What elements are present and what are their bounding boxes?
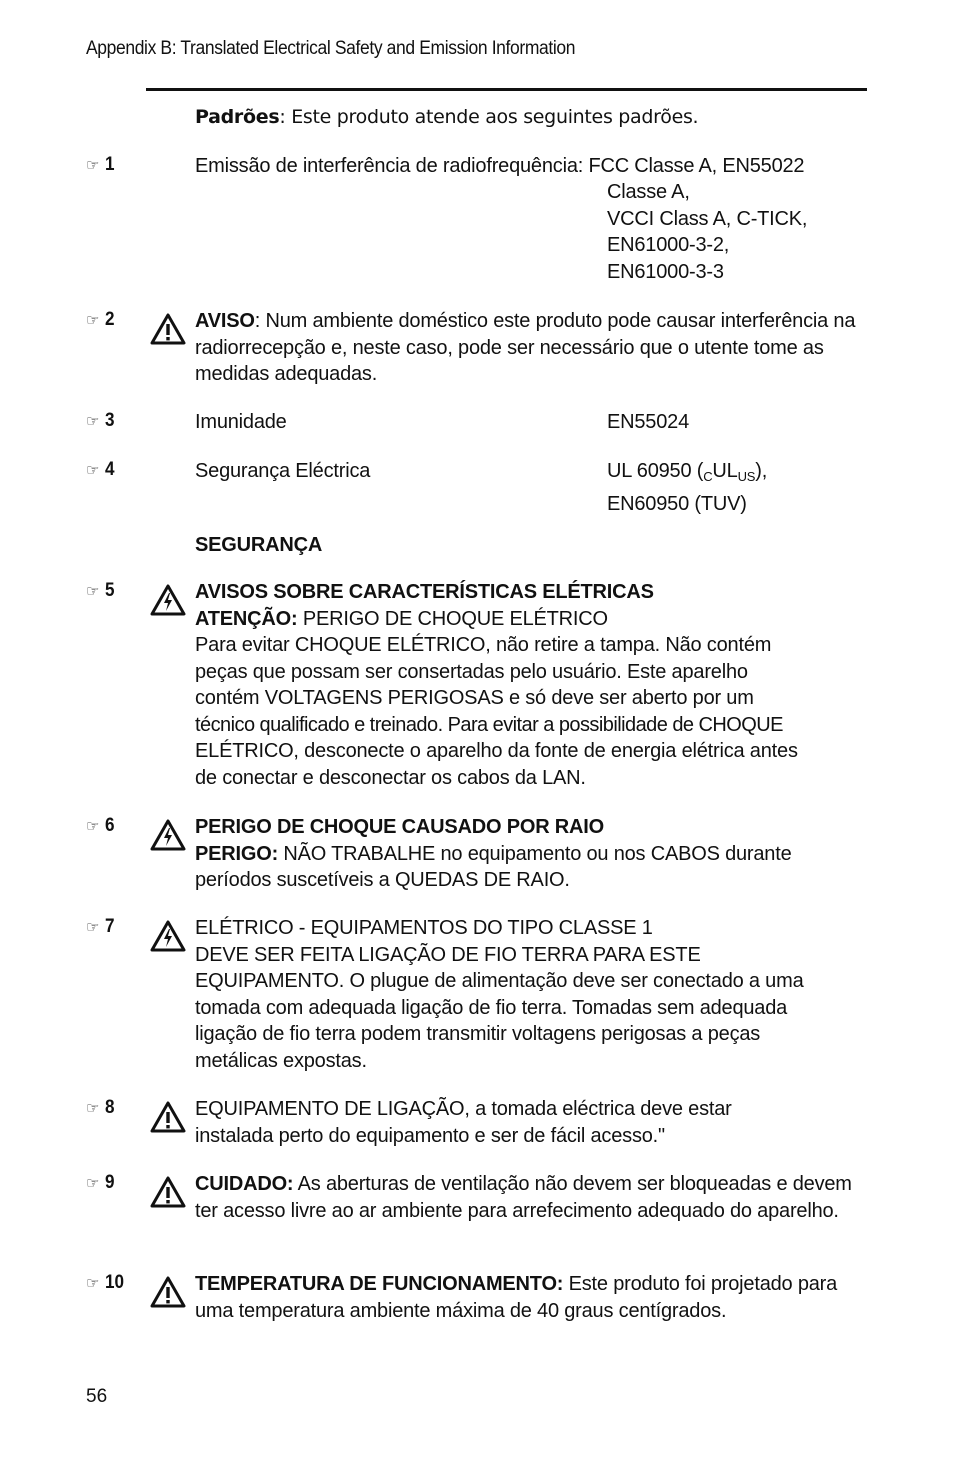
pointing-hand-icon: ☞: [86, 1099, 100, 1117]
pointing-hand-icon: ☞: [86, 156, 100, 174]
item-text: ELÉTRICO - EQUIPAMENTOS DO TIPO CLASSE 1 DEVE SER FEITA LIGAÇÃO DE FIO TERRA PARA ESTE EQUIPAMENTO. O plugue de alimentação deve ser conectado a uma tomada com adequada ligação de fio terra. Tomadas sem adequada ligação de fio terra podem transmitir voltagens perigosas a peças metálicas expostas.: [195, 917, 804, 1072]
electric-shock-icon: [150, 819, 186, 851]
warning-triangle-icon: [150, 1101, 186, 1133]
item-value: UL 60950 $(_CUL_{US})$, EN60950 (TUV): [607, 460, 768, 515]
intro: [195, 106, 698, 128]
electric-shock-icon: [150, 920, 186, 952]
item-text: EQUIPAMENTO DE LIGAÇÃO, a tomada eléctrica deve estar instalada perto do equipamento e ser de fácil acesso.": [195, 1098, 732, 1147]
warning-triangle-icon: [150, 1176, 186, 1208]
item-text: TEMPERATURA DE FUNCIONAMENTO: Este produto foi projetado para uma temperatura ambiente máxima de 40 graus centígrados.: [195, 1273, 838, 1322]
intro-text: : Este produto atende aos seguintes padrões.: [279, 106, 699, 128]
item-text: CUIDADO: As aberturas de ventilação não devem ser bloqueadas e devem ter acesso livre ao ar ambiente para arrefecimento adequado do aparelho.: [195, 1173, 852, 1222]
electric-shock-icon: [150, 584, 186, 616]
item-label: Segurança Eléctrica: [195, 460, 371, 482]
pointing-hand-icon: ☞: [86, 918, 100, 936]
warning-triangle-icon: [150, 1276, 186, 1308]
intro-label: Padrões: [195, 106, 280, 128]
page-number: 56: [86, 1386, 108, 1407]
page-header: Appendix B: Translated Electrical Safety and Emission Information: [86, 38, 576, 59]
pointing-hand-icon: ☞: [86, 817, 100, 835]
item-value: EN55024: [607, 411, 689, 433]
pointing-hand-icon: ☞: [86, 412, 100, 430]
warning-triangle-icon: [150, 313, 186, 345]
header-rule: [146, 88, 867, 91]
pointing-hand-icon: ☞: [86, 461, 100, 479]
item-text: AVISO: Num ambiente doméstico este produto pode causar interferência na radiorrecepção e, neste caso, pode ser necessário que o utente tome as medidas adequadas.: [195, 310, 856, 385]
pointing-hand-icon: ☞: [86, 311, 100, 329]
pointing-hand-icon: ☞: [86, 582, 100, 600]
item-value: Classe A, VCCI Class A, C-TICK, EN61000-3-2, EN61000-3-3: [607, 181, 808, 283]
item-text: AVISOS SOBRE CARACTERÍSTICAS ELÉTRICAS ATENÇÃO: PERIGO DE CHOQUE ELÉTRICO Para evitar CHOQUE ELÉTRICO, não retire a tampa. Não contém peças que possam ser consertadas pelo usuário. Este aparelho contém VOLTAGENS PERIGOSAS e só deve ser aberto por um técnico qualificado e treinado. Para evitar a possibilidade de CHOQUE ELÉTRICO, desconecte o aparelho da fonte de energia elétrica antes de conectar e desconectar os cabos da LAN.: [195, 581, 798, 789]
item-label: Imunidade: [195, 411, 287, 433]
pointing-hand-icon: ☞: [86, 1174, 100, 1192]
item-text: PERIGO DE CHOQUE CAUSADO POR RAIO PERIGO: NÃO TRABALHE no equipamento ou nos CABOS durante períodos suscetíveis a QUEDAS DE RAIO.: [195, 816, 792, 891]
pointing-hand-icon: ☞: [86, 1274, 100, 1292]
item-text: Emissão de interferência de radiofrequência: FCC Classe A, EN55022: [195, 155, 805, 177]
section-heading: SEGURANÇA: [195, 534, 323, 556]
